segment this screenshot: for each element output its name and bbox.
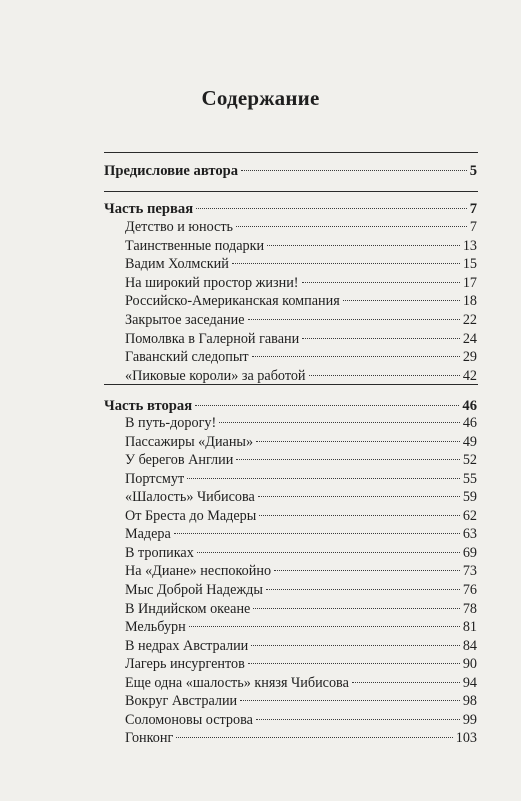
dot-leader — [232, 263, 460, 264]
toc-entry — [125, 292, 477, 310]
toc-entry — [125, 674, 477, 692]
toc-entry-label: На «Диане» неспокойно — [125, 563, 272, 580]
toc-entry-label: Мыс Доброй Надежды — [125, 581, 263, 598]
dot-leader — [176, 737, 452, 738]
toc-entry-label: Детство и юность — [125, 219, 234, 235]
toc-entry — [125, 237, 477, 255]
toc-entry — [125, 544, 477, 562]
dot-leader — [309, 375, 460, 376]
dot-leader — [274, 570, 460, 571]
toc-entry — [125, 711, 477, 729]
toc-entry-label: Часть вторая — [104, 398, 193, 414]
dot-leader — [197, 552, 460, 553]
toc-entry — [125, 451, 477, 469]
divider — [104, 191, 478, 192]
toc-entry-page: 18 — [462, 293, 477, 310]
dot-leader — [266, 589, 460, 590]
toc-entry — [125, 600, 477, 618]
toc-entry-page: 69 — [462, 544, 477, 561]
dot-leader — [302, 282, 460, 283]
toc-entry-label: Вокруг Австралии — [125, 693, 238, 710]
dot-leader — [251, 645, 460, 646]
dot-leader — [236, 459, 459, 460]
toc-entry-page: 52 — [462, 452, 477, 469]
toc-entry-page: 29 — [462, 349, 477, 366]
toc-entry-page: 90 — [462, 656, 477, 673]
toc-entry-label: «Пиковые короли» за работой — [125, 367, 306, 384]
dot-leader — [343, 300, 460, 301]
toc-entry — [125, 274, 477, 292]
toc-entry-label: Еще одна «шалость» князя Чибисова — [125, 674, 349, 691]
toc-entry — [125, 692, 477, 710]
dot-leader — [259, 515, 460, 516]
toc-entry-page: 62 — [462, 507, 477, 524]
dot-leader — [236, 226, 467, 227]
toc-entry-page: 46 — [462, 398, 477, 414]
toc-part-heading — [104, 397, 477, 415]
toc-entry-page: 46 — [462, 415, 477, 431]
toc-entry-page: 24 — [462, 330, 477, 347]
toc-entry — [125, 367, 477, 385]
toc-entry-label: Помолвка в Галерной гавани — [125, 330, 300, 347]
toc-entry-label: Вадим Холмский — [125, 256, 229, 273]
dot-leader — [174, 533, 460, 534]
toc-entry-label: У берегов Англии — [125, 452, 234, 469]
toc-entry-label: В тропиках — [125, 544, 194, 561]
dot-leader — [248, 319, 460, 320]
toc-entry-page: 7 — [469, 201, 477, 217]
toc-entry-label: Гаванский следопыт — [125, 349, 249, 366]
toc-entry-page: 84 — [462, 637, 477, 654]
toc-entry-page: 63 — [462, 526, 477, 543]
toc-entry-preface — [104, 162, 477, 180]
toc-entry — [125, 581, 477, 599]
toc-entry-page: 99 — [462, 711, 477, 728]
toc-entry — [125, 488, 477, 506]
dot-leader — [196, 208, 467, 209]
dot-leader — [253, 608, 459, 609]
toc-entry — [125, 562, 477, 580]
toc-entry — [125, 618, 477, 636]
toc-entry — [125, 729, 477, 747]
toc-entry — [125, 470, 477, 488]
toc-entry-page: 13 — [462, 237, 477, 254]
toc-entry-label: Мельбурн — [125, 619, 186, 636]
toc-entry-label: От Бреста до Мадеры — [125, 507, 257, 524]
toc-entry — [125, 218, 477, 236]
toc-entry-label: На широкий простор жизни! — [125, 274, 299, 291]
dot-leader — [256, 719, 460, 720]
toc-entry-page: 42 — [462, 367, 477, 384]
toc-entry — [125, 348, 477, 366]
toc-entry-page: 5 — [469, 163, 477, 179]
toc-entry — [125, 525, 477, 543]
toc-entry-label: Портсмут — [125, 470, 185, 487]
divider — [104, 384, 478, 385]
dot-leader — [195, 405, 459, 406]
dot-leader — [267, 245, 460, 246]
toc-entry-label: В Индийском океане — [125, 600, 251, 617]
dot-leader — [252, 356, 460, 357]
toc-entry-page: 76 — [462, 581, 477, 598]
toc-entry-page: 7 — [469, 219, 477, 235]
toc-entry-label: Мадера — [125, 526, 171, 543]
toc-entry-label: «Шалость» Чибисова — [125, 489, 255, 506]
toc-entry — [125, 330, 477, 348]
toc-entry-page: 78 — [462, 600, 477, 617]
toc-entry-label: Пассажиры «Дианы» — [125, 433, 254, 450]
toc-entry-label: Часть первая — [104, 201, 194, 217]
toc-entry-page: 15 — [462, 256, 477, 273]
toc-entry — [125, 311, 477, 329]
toc-entry-page: 94 — [462, 674, 477, 691]
toc-entry-label: Гонконг — [125, 730, 174, 747]
toc-entry-page: 103 — [455, 730, 477, 747]
dot-leader — [241, 170, 467, 171]
toc-entry-label: Закрытое заседание — [125, 312, 245, 328]
dot-leader — [189, 626, 460, 627]
divider — [104, 152, 478, 153]
dot-leader — [240, 700, 460, 701]
dot-leader — [248, 663, 460, 664]
dot-leader — [219, 422, 460, 423]
dot-leader — [352, 682, 460, 683]
toc-entry-label: В путь-дорогу! — [125, 415, 217, 431]
toc-entry-page: 98 — [462, 693, 477, 710]
toc-entry — [125, 433, 477, 451]
toc-entry — [125, 655, 477, 673]
toc-entry-page: 22 — [462, 312, 477, 328]
toc-entry-page: 59 — [462, 489, 477, 506]
dot-leader — [258, 496, 460, 497]
dot-leader — [302, 338, 460, 339]
toc-entry-page: 49 — [462, 433, 477, 450]
toc-part-heading — [104, 200, 477, 218]
toc-entry — [125, 507, 477, 525]
toc-entry-label: Лагерь инсургентов — [125, 656, 245, 673]
toc-entry-label: Соломоновы острова — [125, 711, 253, 728]
toc-entry-page: 55 — [462, 470, 477, 487]
toc-entry-label: Таинственные подарки — [125, 237, 265, 254]
toc-entry-label: В недрах Австралии — [125, 637, 249, 654]
toc-entry — [125, 255, 477, 273]
dot-leader — [187, 478, 460, 479]
toc-entry-label: Предисловие автора — [104, 163, 239, 179]
toc-entry-page: 81 — [462, 619, 477, 636]
dot-leader — [256, 441, 460, 442]
page-title: Содержание — [201, 86, 320, 110]
toc-entry — [125, 637, 477, 655]
toc-entry-page: 73 — [462, 563, 477, 580]
toc-entry-page: 17 — [462, 274, 477, 291]
toc-entry-label: Российско-Американская компания — [125, 293, 340, 310]
toc-entry — [125, 414, 477, 432]
